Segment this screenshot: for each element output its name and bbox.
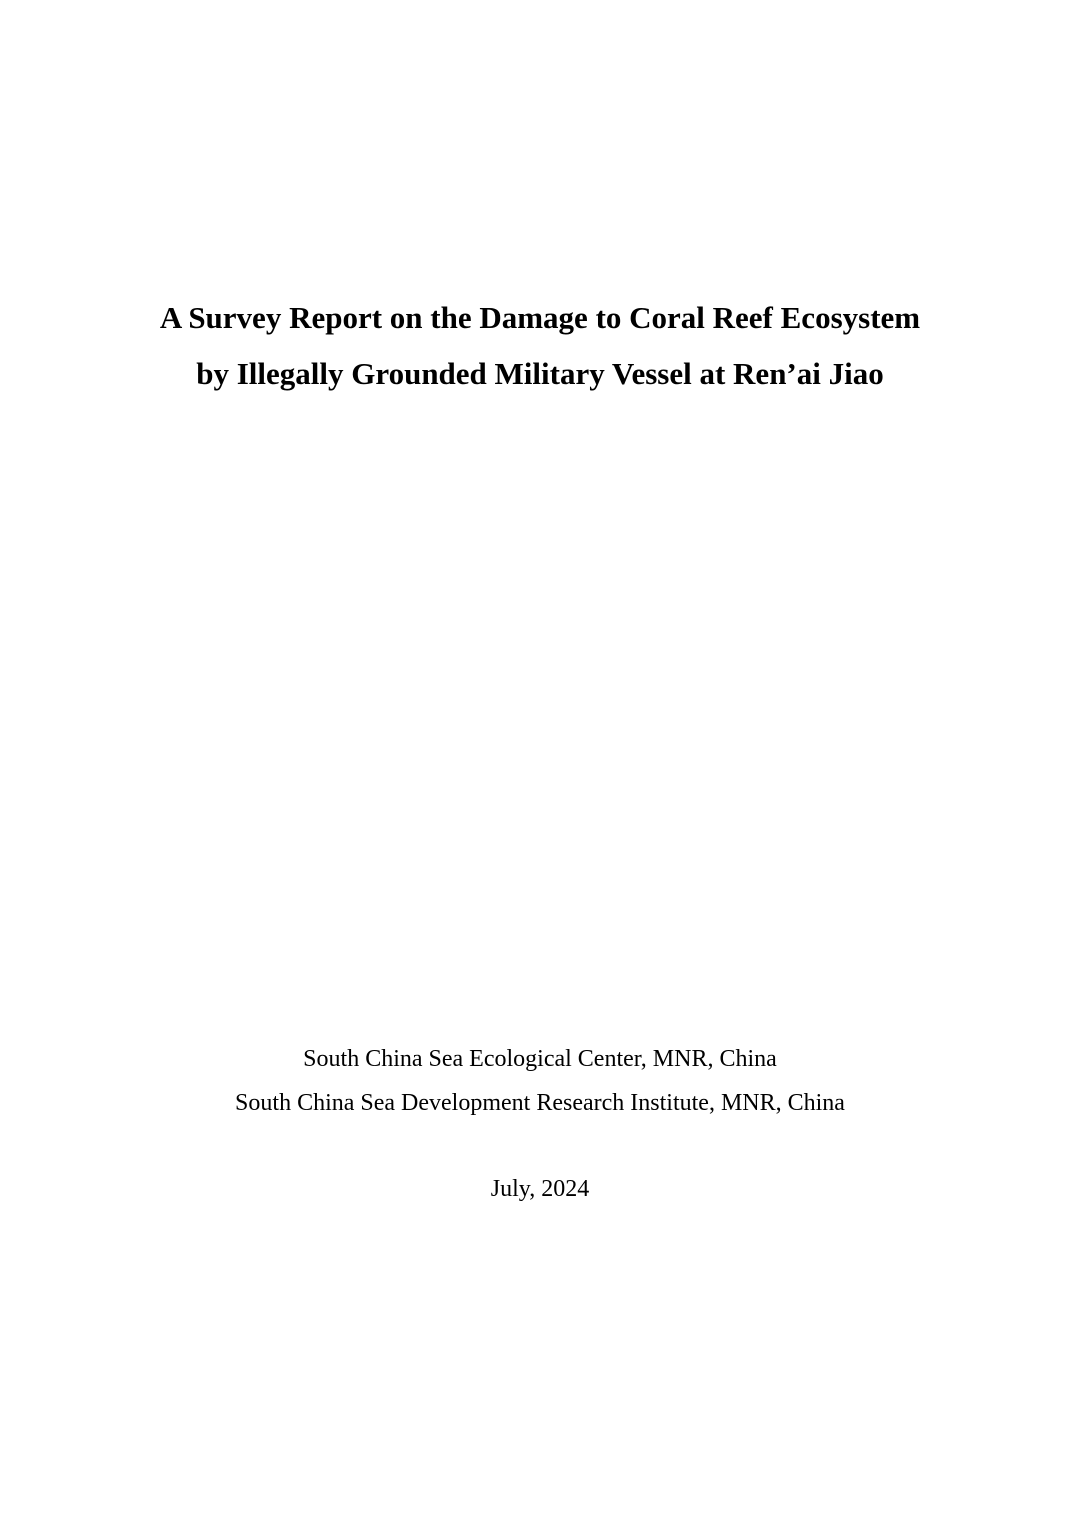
report-date-block bbox=[0, 1167, 1080, 1211]
affiliation-2: South China Sea Development Research Institute, MNR, China bbox=[235, 1090, 845, 1116]
title-line-1: A Survey Report on the Damage to Coral Reef Ecosystem bbox=[159, 300, 921, 335]
title-line-2: by Illegally Grounded Military Vessel at Ren’ai Jiao bbox=[196, 356, 884, 391]
report-date: July, 2024 bbox=[490, 1176, 590, 1202]
affiliation-1: South China Sea Ecological Center, MNR, China bbox=[303, 1046, 777, 1072]
report-title bbox=[0, 290, 1080, 402]
author-affiliations bbox=[0, 1037, 1080, 1125]
